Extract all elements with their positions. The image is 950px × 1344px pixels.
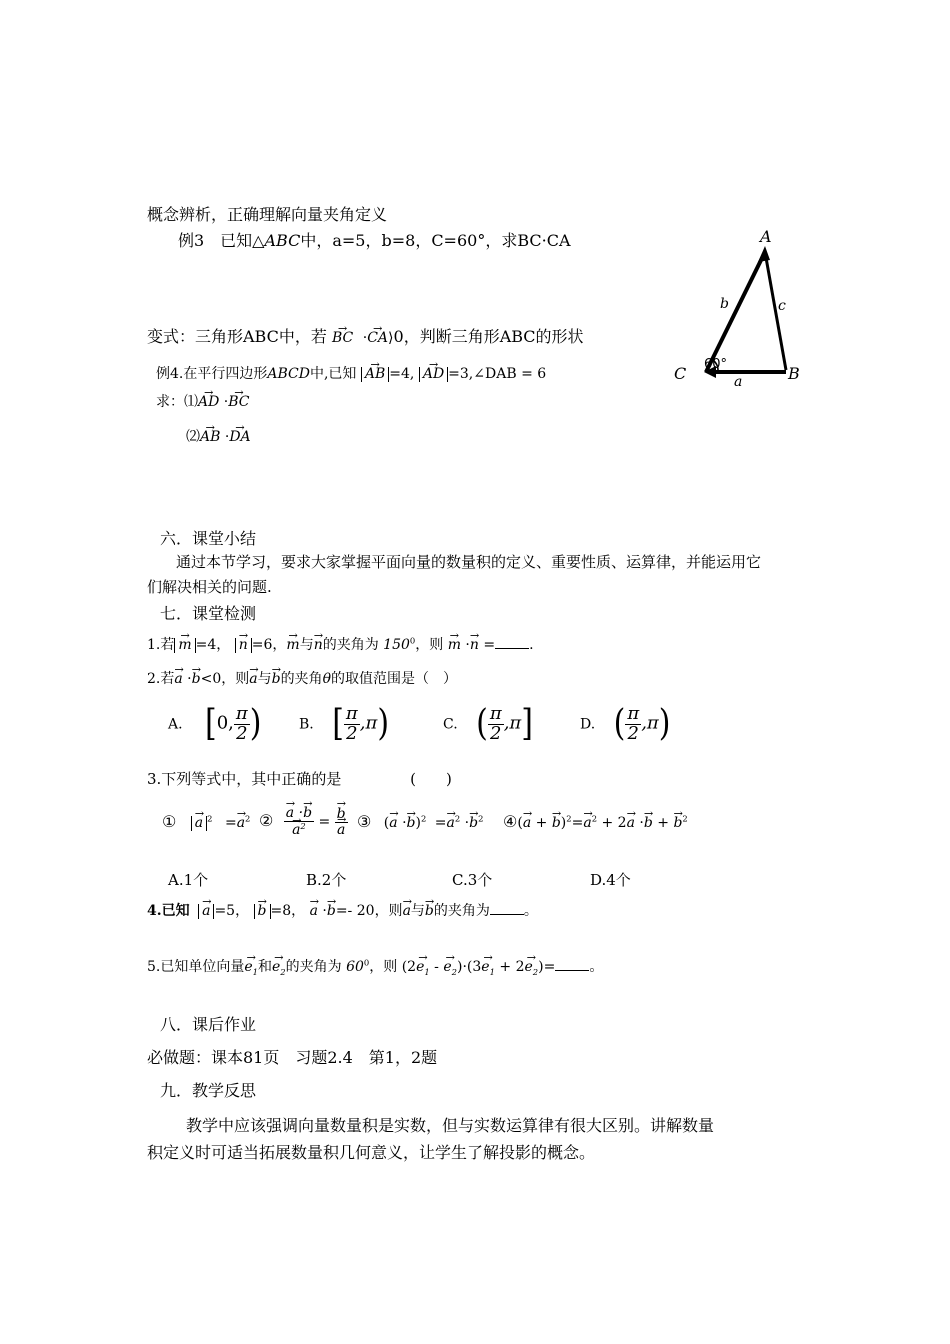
q5-angle: 60 [346,959,364,975]
option-c-right-bracket: ] [521,702,533,745]
vertex-c-label: C [674,364,687,383]
option-a-label: A. [168,716,183,733]
q4-b8: =8 [270,903,292,919]
vector-da-3: → DA [229,429,250,445]
option-b-left-bracket: [ [332,702,344,745]
side-c-label: c [778,298,786,314]
q5-answer-blank[interactable] [555,956,589,971]
option-c-label: C. [443,716,458,733]
side-a-label: a [734,374,743,390]
option-d-left-bracket: ( [613,702,626,745]
option-c-left-bracket: ( [476,702,488,745]
q3-item-4-number: ④ [503,812,518,831]
option-c-fraction: $\frac{\pi}{2}$ [489,703,502,744]
example-4-line3: ⑵→ AB ·→ DA [186,426,251,446]
example-4-eq4: =4, [389,366,415,382]
section-8-title: 八．课后作业 [160,1015,257,1034]
vector-ad-2: → AD [198,394,219,410]
example-3 [178,228,571,251]
q1-equals: = [483,637,496,653]
question-2: 2.若→ a ·→ b<0，则→ a与→ b的夹角θ的取值范围是（ ） [147,668,457,688]
option-c-pi: ,π [503,712,522,734]
q3-item-4: ④(→ a + → $b)^2=\to a^2 + 2\to a \cdot\to b$ + → $b^2$ [503,812,688,831]
q4-ab: =- 20 [335,903,375,919]
option-b-right-bracket: ) [377,702,390,745]
option-a-zero: 0, [216,712,234,734]
vector-n: → n [239,638,248,653]
option-b-pi: ,π [359,712,378,734]
option-a-right-bracket: ) [249,702,262,745]
variant-suffix: 0，判断三角形ABC的形状 [393,327,584,346]
section-8-body: 必做题：课本81页 习题2.4 第1，2题 [147,1048,438,1067]
example-3-conditions: 中，a=5，b=8，C=60°，求BC·CA [300,231,571,250]
variant: 变式：三角形ABC中，若 → BC ·→ CA⟩0，判断三角形ABC的形状 [147,324,584,347]
section-9-body-line1: 教学中应该强调向量数量积是实数，但与实数运算律有很大区别。讲解数量 [186,1116,715,1135]
q2-option-b[interactable] [299,702,390,745]
q2-option-d[interactable] [580,702,671,745]
example-4-q1-prefix: 求：⑴ [156,394,198,410]
option-b-label: B. [299,716,314,733]
option-d-fraction: $\frac{\pi}{2}$ [627,703,640,744]
vector-ad: → AD [423,367,444,382]
q2-option-a[interactable] [168,702,262,745]
vector-ca: → CA [367,330,388,346]
q3-paren: ( ) [410,770,452,788]
section-9-body-line2: 积定义时可适当拓展数量积几何意义，让学生了解投影的概念。 [147,1143,596,1162]
vector-m: → m [178,638,191,653]
vector-b: → b [192,671,201,687]
q3-item-3-number: ③ [357,812,372,831]
q1-eq4: =4， [195,637,231,653]
q4-mid: 与 [410,903,425,919]
vector-a-2: → a [249,671,257,687]
concept-heading: 概念辨析，正确理解向量夹角定义 [147,205,388,224]
section-7-title: 七．课堂检测 [160,604,257,623]
option-d-label: D. [580,716,596,733]
example-4-q2-prefix: ⑵ [186,429,200,445]
vector-ab-3: → AB [200,429,220,445]
vector-ab: → AB [365,367,385,382]
vector-bc: → BC [332,330,353,346]
q2-cond: <0，则 [200,671,250,687]
triangle-figure [668,222,808,392]
q1-angle: 150 [383,637,410,653]
example-3-abc: ABC [264,231,301,250]
q4-prefix: 4.已知 [147,903,190,919]
q1-then: ，则 [415,637,444,653]
question-5: 5.已知单位向量→ $e_1$和→ $e_2$的夹角为 $60^0$，则 ($2\to e_1$ - → $e_2)\cdot(3\to e_1 + 2\to e_2)=$ 。 [147,956,603,977]
q5-equals: = [543,959,556,975]
q2-tail: 的夹角 [280,671,323,687]
q4-tail: 的夹角为 [433,903,490,919]
section-6-body-line2: 们解决相关的问题. [147,578,272,596]
vertex-a-label: A [760,227,772,246]
q1-degree: 0 [409,635,416,646]
q1-prefix: 1.若 [147,637,175,653]
q5-tail: 的夹角为 [285,959,342,975]
q2-theta: θ [322,671,331,687]
question-3 [147,768,452,789]
vector-n-3: → n [470,637,479,653]
variant-prefix: 变式：三角形ABC中，若 [147,327,327,346]
angle-label: 60° [704,357,728,372]
q1-answer-blank[interactable] [495,634,529,649]
option-a-left-bracket: [ [205,702,217,745]
example-4-eq3: =3,∠DAB = 6 [448,366,547,382]
q3-text: 3.下列等式中，其中正确的是 [147,770,342,788]
q3-item-1-number: ① [162,812,177,831]
q3-item-2-number: ② [259,811,274,831]
section-9-title: 九．教学反思 [160,1081,257,1100]
q3-choice-d[interactable]: D.4个 [590,871,631,889]
q3-choice-c[interactable]: C.3个 [452,871,493,889]
side-b-line [706,252,765,372]
question-1: 1.若→ m =4， → n =6，→ m与→ n的夹角为 $150^0$，则 → m ·→ n = . [147,634,534,654]
vector-b-2: → b [272,671,281,687]
example-4-line1 [156,363,546,383]
q3-item-1: ① → a $^2 =\to a^2$ [162,812,250,831]
option-d-pi: ,π [641,712,659,734]
q1-eq6: =6， [251,637,287,653]
question-4: 4.已知 → a =5， → b =8， → a ·→ b=- 20，则→ a与→ b的夹角为 。 [147,900,538,920]
q4-end: 。 [523,903,538,919]
vector-m-3: → m [448,637,461,653]
q2-end: 的取值范围是（ ） [331,671,457,687]
side-b-label: b [720,296,729,312]
q5-and: 和 [258,959,272,975]
q4-answer-blank[interactable] [490,900,524,915]
vector-bc-2: → BC [228,394,249,410]
q4-then: ，则 [374,903,403,919]
q3-item-3: ③ (→ $a \cdot\to b)^2 =\to a^2 \cdot\to b^2$ [357,812,483,831]
q3-choice-a[interactable]: A.1个 [168,871,209,889]
example-4-prefix: 例4.在平行四边形 [156,366,268,382]
q5-then: ，则 [369,959,398,975]
q2-mid: 与 [257,671,272,687]
option-d-right-bracket: ) [658,702,671,745]
q1-tail: 的夹角为 [322,637,379,653]
vertex-b-label: B [788,364,800,383]
example-3-prefix: 例3 已知△ [178,231,265,250]
option-a-fraction: $\frac{\pi}{2}$ [235,703,248,744]
q5-degree: 0 [363,957,370,968]
q5-prefix: 5.已知单位向量 [147,959,245,975]
option-b-fraction: $\frac{\pi}{2}$ [345,703,358,744]
vector-m-2: → m [286,637,299,653]
vector-n-2: → n [314,637,323,653]
q5-end: 。 [589,959,604,975]
q4-a5: =5 [214,903,236,919]
q2-prefix: 2.若 [147,671,175,687]
q3-choice-b[interactable]: B.2个 [306,871,347,889]
example-4-abcd: ABCD [267,366,310,382]
vector-a: → a [174,671,182,687]
q1-mid: 与 [299,637,314,653]
section-6-title: 六．课堂小结 [160,529,257,548]
example-4-mid: 中,已知 [309,366,357,382]
example-4-line2: 求：⑴→ AD ·→ BC [156,391,250,411]
section-6-body-line1: 通过本节学习，要求大家掌握平面向量的数量积的定义、重要性质、运算律，并能运用它 [176,553,762,571]
q2-option-c[interactable] [443,702,533,745]
q3-item-2: ② → a ·→ b → $a^2$ = → b → a [259,806,348,838]
